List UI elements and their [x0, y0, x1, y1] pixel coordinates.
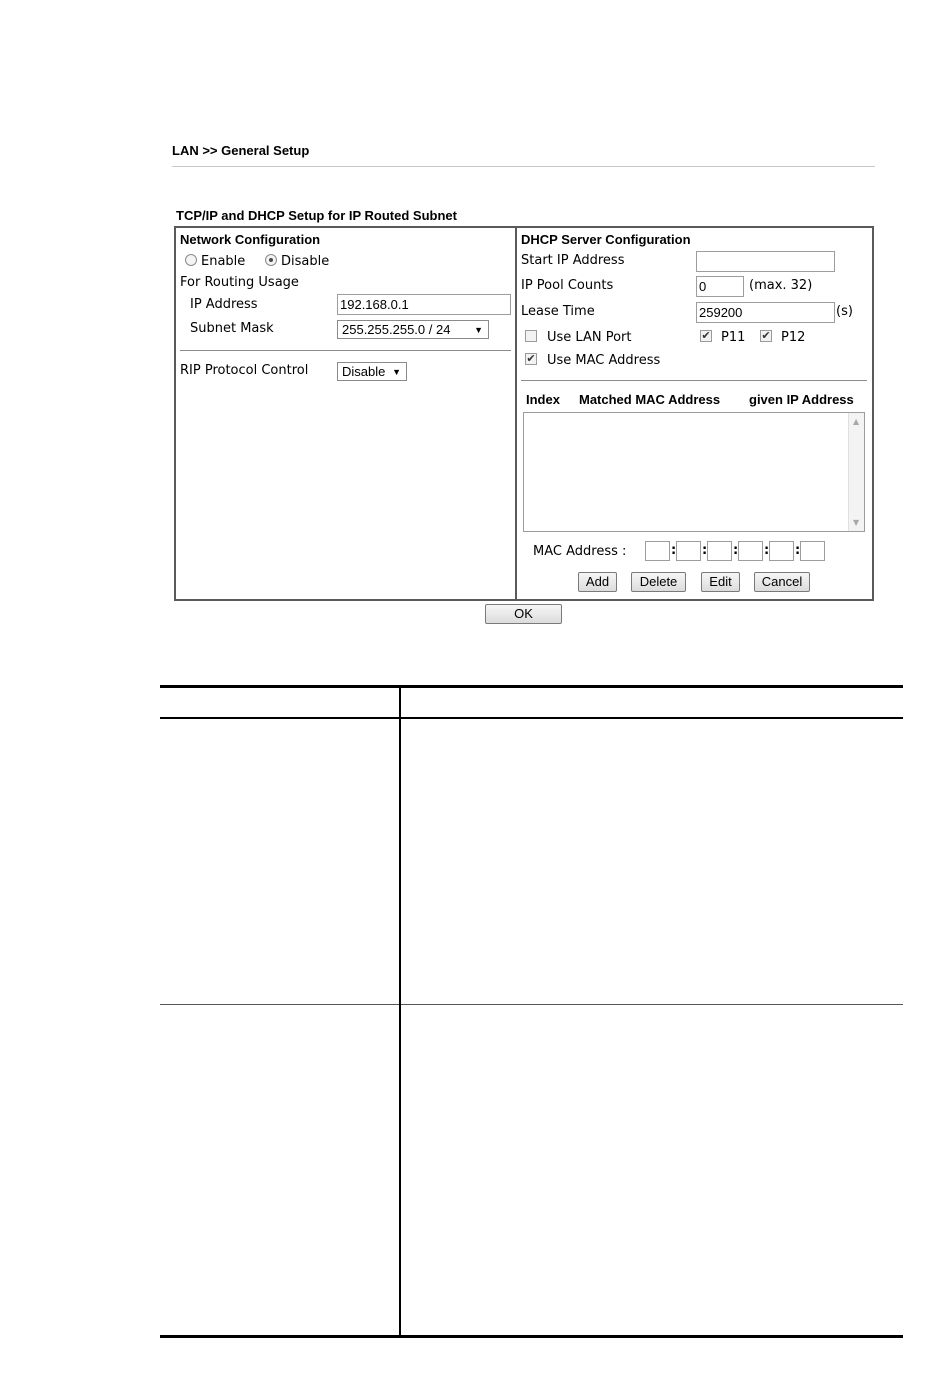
mac-octet-6[interactable] — [800, 541, 825, 561]
table-header-rule — [160, 717, 903, 719]
mac-octet-3[interactable] — [707, 541, 732, 561]
mac-octet-2[interactable] — [676, 541, 701, 561]
ip-address-input[interactable]: 192.168.0.1 — [337, 294, 511, 315]
mac-separator: : — [671, 543, 677, 558]
add-button[interactable]: Add — [578, 572, 617, 592]
breadcrumb-divider — [172, 166, 875, 167]
list-scrollbar[interactable] — [848, 413, 864, 531]
mac-octet-5[interactable] — [769, 541, 794, 561]
delete-button[interactable]: Delete — [631, 572, 686, 592]
col-header-index: Index — [526, 392, 560, 407]
col-header-matched-mac: Matched MAC Address — [579, 392, 721, 407]
ip-pool-counts-label: IP Pool Counts — [521, 278, 614, 293]
breadcrumb: LAN >> General Setup — [172, 143, 310, 158]
table-top-rule — [160, 685, 903, 688]
rip-protocol-value: Disable — [342, 364, 386, 379]
table-bottom-rule — [160, 1335, 903, 1338]
col-header-given-ip: given IP Address — [749, 392, 854, 407]
use-mac-address-checkbox[interactable]: ✔ — [526, 352, 536, 365]
p11-label: P11 — [721, 330, 746, 345]
table-row-divider — [160, 1004, 903, 1005]
use-lan-port-checkbox[interactable] — [525, 330, 537, 342]
section-title: TCP/IP and DHCP Setup for IP Routed Subnet — [176, 208, 457, 223]
p12-label: P12 — [781, 330, 806, 345]
dhcp-separator — [521, 380, 867, 381]
p12-checkbox[interactable]: ✔ — [761, 329, 771, 342]
disable-radio-label: Disable — [281, 254, 330, 269]
mac-address-label: MAC Address : — [533, 544, 627, 559]
mac-separator: : — [733, 543, 739, 558]
mac-binding-list[interactable] — [523, 412, 865, 532]
mac-octet-1[interactable] — [645, 541, 670, 561]
start-ip-input[interactable] — [696, 251, 835, 272]
network-config-title: Network Configuration — [180, 232, 321, 247]
routing-usage-label: For Routing Usage — [180, 275, 299, 290]
start-ip-label: Start IP Address — [521, 253, 625, 268]
ip-address-label: IP Address — [190, 297, 258, 312]
ip-pool-max-hint: (max. 32) — [749, 278, 813, 293]
edit-button[interactable]: Edit — [701, 572, 740, 592]
panel-divider — [515, 228, 517, 600]
rip-protocol-select[interactable] — [337, 362, 407, 381]
p11-checkbox[interactable]: ✔ — [701, 329, 711, 342]
dhcp-config-title: DHCP Server Configuration — [521, 232, 691, 247]
scroll-up-icon[interactable]: ▲ — [853, 417, 860, 426]
use-lan-port-label: Use LAN Port — [547, 330, 632, 345]
disable-radio[interactable] — [265, 254, 277, 266]
mac-separator: : — [795, 543, 801, 558]
lease-time-label: Lease Time — [521, 304, 595, 319]
lease-time-input[interactable]: 259200 — [696, 302, 835, 323]
enable-radio[interactable] — [185, 254, 197, 266]
ip-pool-counts-input[interactable]: 0 — [696, 276, 744, 297]
cancel-button[interactable]: Cancel — [754, 572, 810, 592]
scroll-down-icon[interactable]: ▼ — [853, 518, 860, 527]
chevron-down-icon: ▼ — [474, 325, 483, 335]
network-separator — [180, 350, 511, 351]
rip-protocol-label: RIP Protocol Control — [180, 363, 309, 378]
mac-octet-4[interactable] — [738, 541, 763, 561]
lease-time-unit: (s) — [836, 304, 853, 319]
table-column-divider — [399, 687, 401, 1336]
enable-radio-label: Enable — [201, 254, 246, 269]
subnet-mask-select[interactable] — [337, 320, 489, 339]
subnet-mask-value: 255.255.255.0 / 24 — [342, 322, 451, 337]
subnet-mask-label: Subnet Mask — [190, 321, 274, 336]
chevron-down-icon: ▼ — [392, 367, 401, 377]
mac-separator: : — [764, 543, 770, 558]
use-mac-address-label: Use MAC Address — [547, 353, 661, 368]
ok-button[interactable]: OK — [485, 604, 562, 624]
mac-separator: : — [702, 543, 708, 558]
